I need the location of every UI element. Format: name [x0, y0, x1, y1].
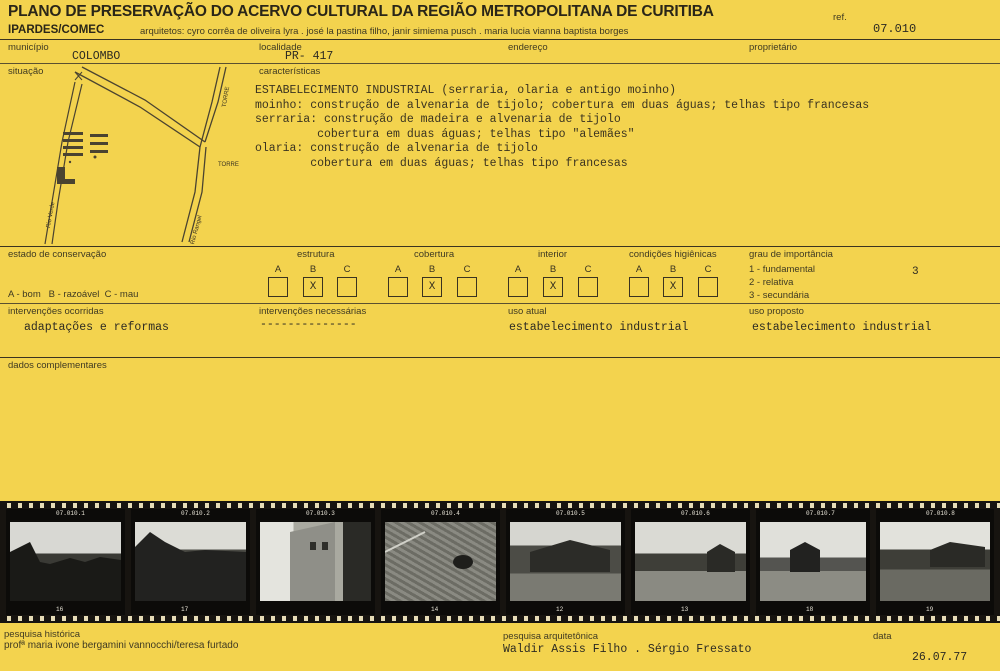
group-interior-label: interior	[538, 249, 568, 260]
caracteristicas-line: ESTABELECIMENTO INDUSTRIAL (serraria, olaria e antigo moinho)	[255, 84, 676, 97]
photo	[10, 522, 121, 601]
photo-silhouette	[10, 522, 121, 601]
uso-proposto-label: uso proposto	[749, 306, 804, 317]
proprietario-label: proprietário	[749, 42, 798, 53]
photo-frame[interactable]	[131, 509, 250, 615]
ref-value: 07.010	[873, 22, 917, 36]
situacao-map	[30, 62, 260, 247]
divider	[0, 357, 1000, 358]
letter: B	[309, 264, 317, 275]
necessarias-value: --------------	[260, 318, 357, 331]
pesquisa-historica-label: pesquisa histórica	[4, 629, 81, 640]
conservacao-label: estado de conservação	[8, 249, 107, 260]
letter: C	[584, 264, 592, 275]
frame-number: 19	[926, 606, 934, 613]
interior-b-checkbox[interactable]: X	[543, 277, 563, 297]
uso-proposto-value: estabelecimento industrial	[752, 321, 932, 334]
photo-frame[interactable]	[381, 509, 500, 615]
architects-line: arquitetos: cyro corrêa de oliveira lyra . josé la pastina filho, janir simiema pusch . maria lucia vianna baptista borges	[140, 26, 629, 37]
photo-silhouette	[385, 522, 496, 601]
interior-c-checkbox[interactable]	[578, 277, 598, 297]
importancia-option: 3 - secundária	[749, 290, 810, 301]
frame-ref: 07.010.1	[56, 510, 85, 517]
org-name: IPARDES/COMEC	[8, 24, 105, 36]
map-label: TORRE	[218, 162, 239, 168]
photo	[880, 522, 990, 601]
frame-ref: 07.010.2	[181, 510, 210, 517]
cobertura-c-checkbox[interactable]	[457, 277, 477, 297]
frame-number: 12	[556, 606, 564, 613]
map-label: Rio Rangel	[190, 214, 204, 246]
municipio-label: município	[8, 42, 49, 53]
photo-silhouette	[760, 522, 866, 601]
importancia-label: grau de importância	[749, 249, 833, 260]
situacao-label: situação	[8, 66, 44, 77]
photo-silhouette	[135, 522, 246, 601]
municipio-value: COLOMBO	[72, 50, 121, 63]
caracteristicas-line: moinho: construção de alvenaria de tijolo; cobertura em duas águas; telhas tipo francesas	[255, 98, 870, 112]
localidade-value: PR- 417	[285, 50, 334, 63]
group-cobertura-label: cobertura	[414, 249, 455, 260]
frame-number: 18	[806, 606, 814, 613]
letter: C	[463, 264, 471, 275]
higienicas-a-checkbox[interactable]	[629, 277, 649, 297]
letter: B	[549, 264, 557, 275]
contact-sheet-filmstrip	[0, 501, 1000, 623]
localidade-label: localidade	[259, 42, 302, 53]
caracteristicas-label: características	[259, 66, 321, 77]
conservacao-legend: A - bom B - razoável C - mau	[8, 289, 139, 300]
letter: A	[635, 264, 643, 275]
photo-frame[interactable]	[6, 509, 125, 615]
frame-number: 13	[681, 606, 689, 613]
group-higienicas-label: condições higiênicas	[629, 249, 717, 260]
higienicas-c-checkbox[interactable]	[698, 277, 718, 297]
divider	[0, 303, 1000, 304]
ocorridas-value: adaptações e reformas	[24, 321, 169, 334]
map-label: Rio Verde	[45, 201, 57, 229]
ocorridas-label: intervenções ocorridas	[8, 306, 104, 317]
photo-frame[interactable]	[756, 509, 870, 615]
endereco-label: endereço	[508, 42, 548, 53]
cobertura-b-checkbox[interactable]: X	[422, 277, 442, 297]
caracteristicas-line: cobertura em duas águas; telhas tipo francesas	[255, 156, 628, 170]
letter: A	[514, 264, 522, 275]
importancia-option: 1 - fundamental	[749, 264, 816, 275]
photo-silhouette	[510, 522, 621, 601]
caracteristicas-line: serraria: construção de madeira e alvenaria de tijolo	[255, 113, 621, 126]
photo-silhouette	[635, 522, 746, 601]
letter: A	[274, 264, 282, 275]
divider	[0, 246, 1000, 247]
sprocket-row	[0, 503, 1000, 508]
data-value: 26.07.77	[912, 651, 968, 664]
pesquisa-arq-value: Waldir Assis Filho . Sérgio Fressato	[503, 643, 752, 656]
letter: B	[428, 264, 436, 275]
uso-atual-value: estabelecimento industrial	[509, 321, 689, 334]
estrutura-a-checkbox[interactable]	[268, 277, 288, 297]
map-label: TORRE	[221, 86, 232, 108]
cobertura-a-checkbox[interactable]	[388, 277, 408, 297]
letter: A	[394, 264, 402, 275]
photo	[760, 522, 866, 601]
frame-number: 14	[431, 606, 439, 613]
data-label: data	[873, 631, 892, 642]
photo-silhouette	[880, 522, 990, 601]
letter: C	[704, 264, 712, 275]
photo	[135, 522, 246, 601]
frame-ref: 07.010.7	[806, 510, 835, 517]
caracteristicas-line: olaria: construção de alvenaria de tijolo	[255, 142, 538, 155]
estrutura-c-checkbox[interactable]	[337, 277, 357, 297]
caracteristicas-text	[255, 84, 869, 171]
document-title: PLANO DE PRESERVAÇÃO DO ACERVO CULTURAL DA REGIÃO METROPOLITANA DE CURITIBA	[8, 3, 714, 20]
photo-silhouette	[260, 522, 371, 601]
interior-a-checkbox[interactable]	[508, 277, 528, 297]
frame-ref: 07.010.5	[556, 510, 585, 517]
frame-ref: 07.010.8	[926, 510, 955, 517]
frame-ref: 07.010.3	[306, 510, 335, 517]
photo	[385, 522, 496, 601]
pesquisa-historica-value: profª maria ivone bergamini vannocchi/teresa furtado	[4, 640, 239, 651]
importancia-option: 2 - relativa	[749, 277, 794, 288]
importancia-value: 3	[912, 266, 919, 278]
estrutura-b-checkbox[interactable]: X	[303, 277, 323, 297]
necessarias-label: intervenções necessárias	[259, 306, 367, 317]
frame-number: 17	[181, 606, 189, 613]
photo-frame[interactable]	[876, 509, 994, 615]
frame-ref: 07.010.4	[431, 510, 460, 517]
sprocket-row	[0, 616, 1000, 621]
uso-atual-label: uso atual	[508, 306, 547, 317]
dados-label: dados complementares	[8, 360, 107, 371]
photo	[635, 522, 746, 601]
photo	[260, 522, 371, 601]
photo-frame[interactable]	[506, 509, 625, 615]
letter: B	[669, 264, 677, 275]
higienicas-b-checkbox[interactable]: X	[663, 277, 683, 297]
photo	[510, 522, 621, 601]
ref-label: ref.	[833, 12, 847, 23]
group-estrutura-label: estrutura	[297, 249, 335, 260]
caracteristicas-line: cobertura em duas águas; telhas tipo "alemães"	[255, 127, 635, 141]
divider	[0, 39, 1000, 40]
pesquisa-arq-label: pesquisa arquitetônica	[503, 631, 599, 642]
frame-number: 16	[56, 606, 64, 613]
photo-frame[interactable]	[256, 509, 375, 615]
letter: C	[343, 264, 351, 275]
frame-ref: 07.010.6	[681, 510, 710, 517]
photo-frame[interactable]	[631, 509, 750, 615]
